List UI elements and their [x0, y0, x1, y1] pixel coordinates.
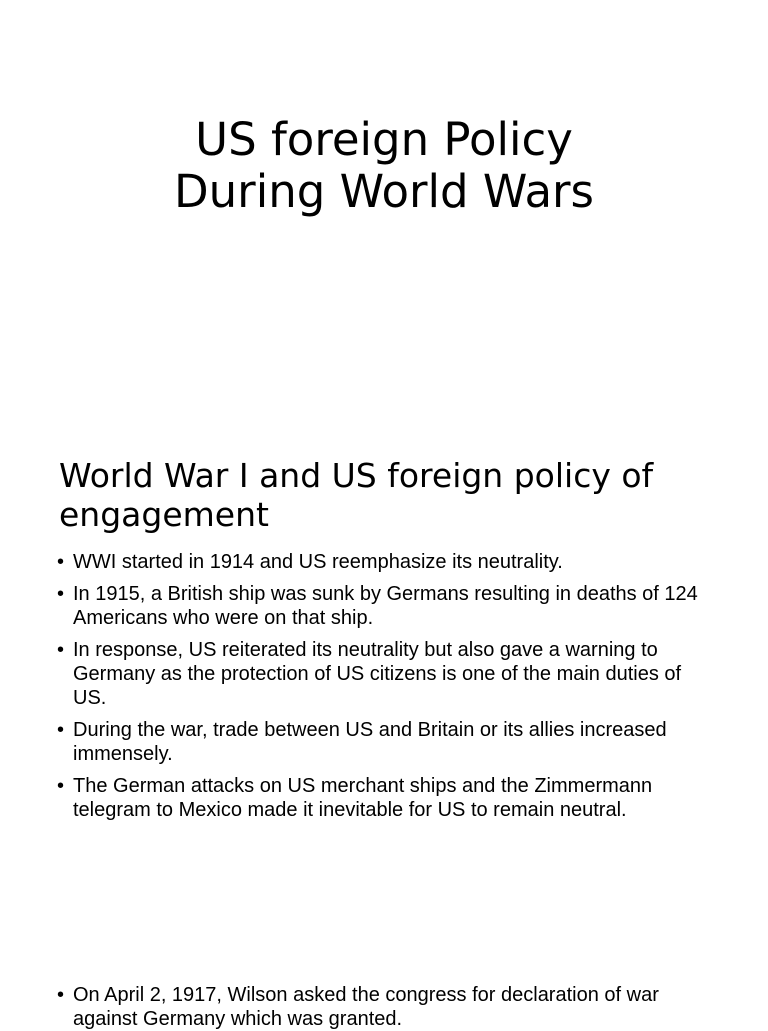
- bullet-item: • In 1915, a British ship was sunk by Germans resulting in deaths of 124 Americans who were on that ship.: [56, 582, 716, 630]
- next-slide: [0, 864, 768, 1030]
- title-line-1: US foreign Policy: [195, 113, 573, 166]
- bullet-item: • In response, US reiterated its neutrality but also gave a warning to Germany as the protection of US citizens is one of the main duties of US.: [56, 638, 716, 710]
- wwi-slide: [0, 432, 768, 864]
- bullet-item: • WWI started in 1914 and US reemphasize its neutrality.: [56, 550, 716, 574]
- title-line-2: During World Wars: [174, 165, 594, 218]
- bullet-list: [56, 550, 716, 830]
- title-slide: [0, 0, 768, 432]
- bullet-item: • The German attacks on US merchant ships and the Zimmermann telegram to Mexico made it inevitable for US to remain neutral.: [56, 774, 716, 822]
- slide-heading: World War I and US foreign policy of engagement: [59, 456, 654, 534]
- bullet-item: • During the war, trade between US and Britain or its allies increased immensely.: [56, 718, 716, 766]
- presentation-title: [0, 114, 768, 218]
- bullet-item: • On April 2, 1917, Wilson asked the congress for declaration of war against Germany which was granted.: [56, 983, 716, 1031]
